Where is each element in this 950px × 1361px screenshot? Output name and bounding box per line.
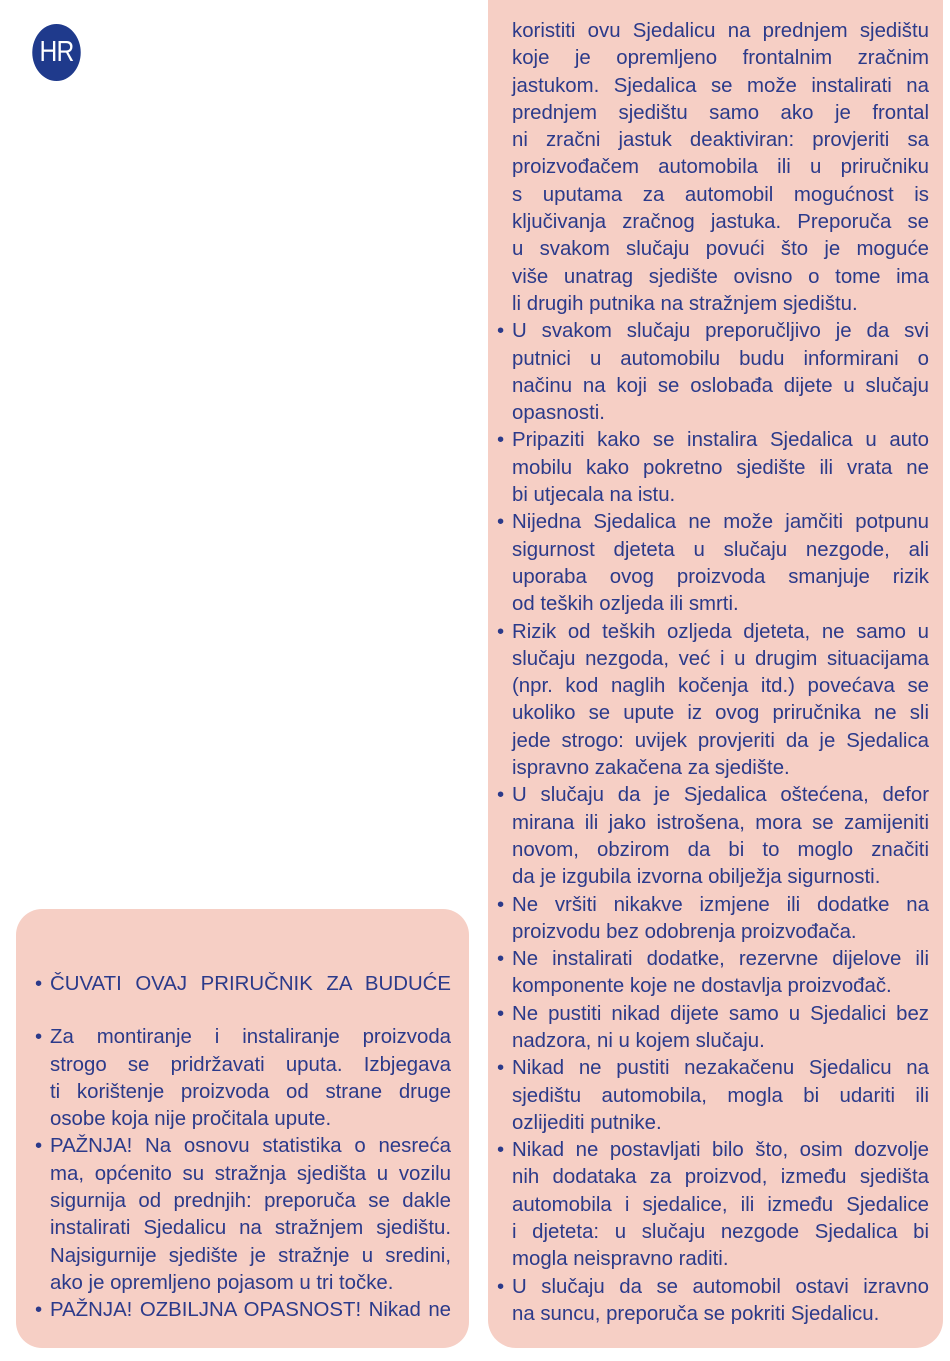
text-line (500, 100, 929, 127)
line-text: slučaju nezgoda, već i u drugim situacijama (512, 647, 929, 670)
right-text-panel (488, 0, 943, 1348)
bullet-line (35, 1133, 451, 1160)
line-text: sjedištu automobila, mogla bi udariti ili (512, 1084, 929, 1107)
text-line (500, 1164, 929, 1191)
bullet-line (497, 318, 929, 345)
text-line (500, 1219, 929, 1246)
line-text: ozlijediti putnike. (512, 1111, 662, 1134)
bullet-line (35, 1024, 451, 1051)
bullet-line (35, 971, 451, 998)
text-line (500, 1028, 929, 1055)
bullet-line (497, 946, 929, 973)
text-line (500, 810, 929, 837)
text-line (500, 236, 929, 263)
line-text: sigurnija od prednjih: preporuča se dakle (50, 1190, 451, 1213)
line-text: ti korištenje proizvoda od strane druge (50, 1080, 451, 1103)
line-text: (npr. kod naglih kočenja itd.) povećava se (512, 675, 929, 698)
text-line (38, 1270, 451, 1297)
bullet-mark: • (497, 511, 505, 534)
line-text: mogla neispravno raditi. (512, 1248, 729, 1271)
text-line (38, 1106, 451, 1133)
bullet-mark: • (35, 1026, 43, 1049)
text-line (500, 864, 929, 891)
line-text: osobe koja nije pročitala upute. (50, 1108, 332, 1131)
line-text: proizvodu bez odobrenja proizvođača. (512, 920, 857, 943)
line-text: Ne instalirati dodatke, rezervne dijelove ili (512, 948, 929, 971)
line-text: li drugih putnika na stražnjem sjedištu. (512, 292, 858, 315)
text-line (38, 1079, 451, 1106)
text-line (38, 1215, 451, 1242)
bullet-line (497, 1137, 929, 1164)
text-line (500, 646, 929, 673)
line-text: Najsigurnije sjedište je stražnje u sredini, (50, 1244, 451, 1267)
line-text: Rizik od teških ozljeda djeteta, ne samo u (512, 620, 929, 643)
text-line (500, 564, 929, 591)
text-line (500, 837, 929, 864)
bullet-mark: • (497, 429, 505, 452)
text-line (500, 18, 929, 45)
line-text: novom, obzirom da bi to moglo značiti (512, 838, 929, 861)
line-text: komponente koje ne dostavlja proizvođač. (512, 975, 892, 998)
text-line (500, 373, 929, 400)
bullet-mark: • (497, 948, 505, 971)
line-text: automobila i sjedalice, ili između Sjedalice (512, 1193, 929, 1216)
line-text: PAŽNJA! OZBILJNA OPASNOST! Nikad ne (50, 1299, 451, 1322)
bullet-mark: • (35, 1135, 43, 1158)
text-line (500, 728, 929, 755)
bullet-line (497, 782, 929, 809)
text-line (500, 1246, 929, 1273)
line-text: jastukom. Sjedalica se može instalirati na (512, 74, 929, 97)
text-line (500, 1083, 929, 1110)
line-text: Pripaziti kako se instalira Sjedalica u auto (512, 429, 929, 452)
line-text: da je izgubila izvorna obilježja sigurnosti. (512, 866, 881, 889)
bullet-line (497, 509, 929, 536)
line-text: koristiti ovu Sjedalicu na prednjem sjedištu (512, 20, 929, 42)
line-text: instalirati Sjedalicu na stražnjem sjedištu. (50, 1217, 451, 1240)
bullet-mark: • (497, 893, 505, 916)
line-text: opasnosti. (512, 402, 605, 425)
text-line (500, 127, 929, 154)
bullet-mark: • (497, 1275, 505, 1298)
text-line (500, 182, 929, 209)
line-text: Nikad ne postavljati bilo što, osim dozvolje (512, 1139, 929, 1162)
text-line (500, 73, 929, 100)
text-line (500, 291, 929, 318)
line-text: načinu na koji se oslobađa dijete u slučaju (512, 374, 929, 397)
line-text: Nijedna Sjedalica ne može jamčiti potpunu (512, 511, 929, 534)
line-text: Nikad ne pustiti nezakačenu Sjedalicu na (512, 1057, 929, 1080)
line-text: U slučaju da je Sjedalica oštećena, defor (512, 784, 929, 807)
line-text: uporaba ovog proizvoda smanjuje rizik (512, 565, 929, 588)
text-line (500, 346, 929, 373)
line-text: ako je opremljeno pojasom u tri točke. (50, 1271, 394, 1294)
bullet-mark: • (497, 1139, 505, 1162)
line-text: sigurnost djeteta u slučaju nezgode, ali (512, 538, 929, 561)
text-line (500, 264, 929, 291)
bullet-mark: • (497, 1002, 505, 1025)
line-text: PAŽNJA! Na osnovu statistika o nesreća (50, 1135, 451, 1158)
line-text: ključivanja zračnog jastuka. Preporuča se (512, 211, 929, 234)
bullet-line (497, 1274, 929, 1301)
text-line (38, 1052, 451, 1079)
bullet-mark: • (497, 1057, 505, 1080)
bullet-line (497, 427, 929, 454)
line-text: U svakom slučaju preporučljivo je da svi (512, 320, 929, 343)
bullet-mark: • (35, 1299, 43, 1322)
line-text: s uputama za automobil mogućnost is (512, 183, 929, 206)
line-text: nih dodataka za proizvod, između sjedišta (512, 1166, 929, 1189)
line-text: prednjem sjedištu samo ako je frontal (512, 101, 929, 124)
line-text: ispravno zakačena za sjedište. (512, 757, 790, 780)
text-line (500, 591, 929, 618)
text-line (500, 482, 929, 509)
line-text: strogo se pridržavati uputa. Izbjegava (50, 1053, 451, 1076)
line-text: mobilu kako pokretno sjedište ili vrata ne (512, 456, 929, 479)
line-text: Za montiranje i instaliranje proizvoda (50, 1026, 451, 1049)
bullet-line (497, 619, 929, 646)
text-line (500, 400, 929, 427)
text-line (500, 45, 929, 72)
text-line (500, 673, 929, 700)
text-line (500, 973, 929, 1000)
line-text: ukoliko se upute iz ovog priručnika ne sli (512, 702, 929, 725)
text-line (500, 455, 929, 482)
text-line (500, 154, 929, 181)
line-text: Ne pustiti nikad dijete samo u Sjedalici bez (512, 1002, 929, 1025)
text-line (500, 700, 929, 727)
bullet-mark: • (35, 973, 43, 995)
paragraph-gap (38, 998, 451, 1024)
line-text: i djeteta: u slučaju nezgode Sjedalica bi (512, 1221, 929, 1244)
left-text-panel (16, 909, 469, 1348)
line-text: proizvođačem automobila ili u priručniku (512, 156, 929, 179)
text-line (500, 1192, 929, 1219)
bullet-mark: • (497, 320, 505, 343)
line-text: bi utjecala na istu. (512, 484, 676, 507)
line-text: Ne vršiti nikakve izmjene ili dodatke na (512, 893, 929, 916)
bullet-line (497, 1001, 929, 1028)
text-line (38, 1188, 451, 1215)
line-text: ma, općenito su stražnja sjedišta u vozilu (50, 1162, 451, 1185)
line-text: na suncu, preporuča se pokriti Sjedalicu. (512, 1302, 880, 1325)
bullet-mark: • (497, 784, 505, 807)
text-line (500, 209, 929, 236)
language-badge-hr: HR (32, 24, 80, 81)
text-line (38, 1243, 451, 1270)
text-line (500, 537, 929, 564)
line-text: ni zračni jastuk deaktiviran: provjeriti sa (512, 129, 929, 152)
line-text: nadzora, ni u kojem slučaju. (512, 1029, 765, 1052)
text-line (500, 1110, 929, 1137)
bullet-mark: • (497, 620, 505, 643)
line-text: u svakom slučaju povući što je moguće (512, 238, 929, 261)
bullet-line (35, 1297, 451, 1324)
text-line (500, 755, 929, 782)
line-text: putnici u automobilu budu informirani o (512, 347, 929, 370)
line-text: U slučaju da se automobil ostavi izravno (512, 1275, 929, 1298)
line-text: koje je opremljeno frontalnim zračnim (512, 47, 929, 70)
line-text: mirana ili jako istrošena, mora se zamijeniti (512, 811, 929, 834)
line-text: više unatrag sjedište ovisno o tome ima (512, 265, 929, 288)
line-text: jede strogo: uvijek provjeriti da je Sjedalica (512, 729, 929, 752)
text-line (500, 1301, 929, 1328)
bullet-line (497, 1055, 929, 1082)
line-text: ČUVATI OVAJ PRIRUČNIK ZA BUDUĆE (50, 973, 451, 995)
text-line (500, 919, 929, 946)
text-line (38, 1161, 451, 1188)
bullet-line (497, 892, 929, 919)
line-text: od teških ozljeda ili smrti. (512, 593, 739, 616)
